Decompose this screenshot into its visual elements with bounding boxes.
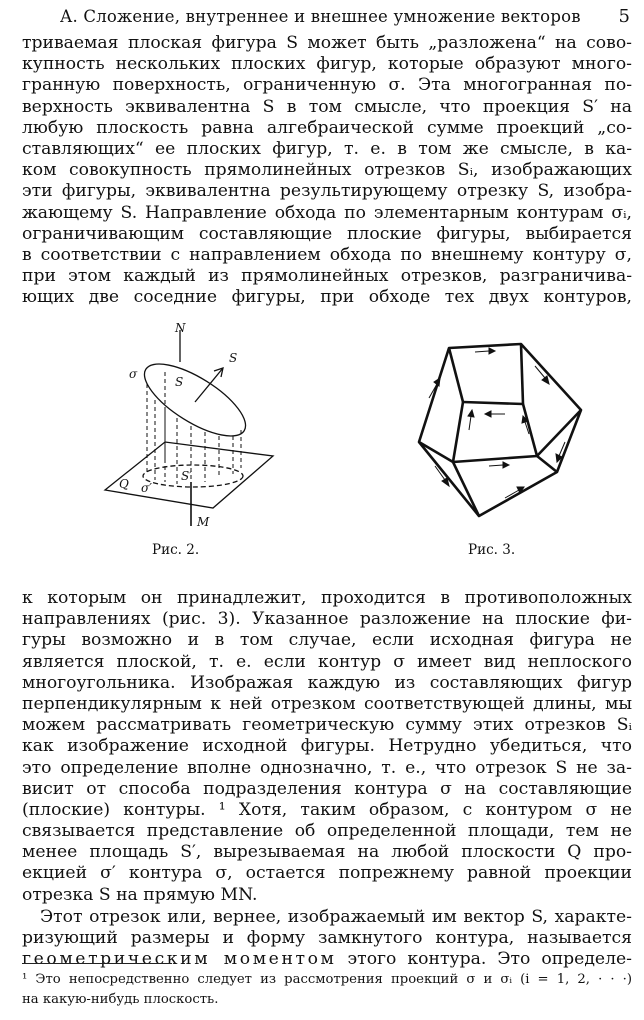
text-line: в соответствии с направлением обхода по внешнему контуру σ, — [22, 244, 632, 265]
text-line: купность нескольких плоских фигур, которые образуют много- — [22, 54, 632, 75]
footnote-line: на какую-нибудь плоскость. — [22, 991, 219, 1007]
label-sigma: σ — [129, 367, 138, 381]
label-s-prime: S′ — [181, 469, 192, 483]
text-line — [22, 949, 632, 970]
text-line: любую плоскость равна алгебраической сумме проекций „со- — [22, 117, 632, 138]
label-n: N — [175, 322, 186, 335]
text-line: ставляющих“ ее плоских фигур, т. е. в том же смысле, в ка- — [22, 138, 632, 159]
text-line: направлениях (рис. 3). Указанное разложение на плоские фи- — [22, 609, 632, 630]
header-title: А. Сложение, внутреннее и внешнее умножение векторов — [59, 7, 581, 26]
text-line: гранную поверхность, ограниченную σ. Эта многогранная по- — [22, 75, 632, 96]
figure-3-caption: Рис. 3. — [468, 542, 516, 558]
dodecahedron-outline — [419, 344, 581, 516]
figure-2-diagram — [95, 322, 285, 532]
text-line: менее площадь S′, вырезываемая на любой плоскости Q про- — [22, 842, 632, 863]
paragraph-1 — [22, 33, 632, 308]
text-line: висит от способа подразделения контура σ на составляющие — [22, 778, 632, 799]
text-line: ограничивающим составляющие плоские фигуры, выбирается — [22, 223, 632, 244]
text-line: связывается представление об определенной площади, тем не — [22, 821, 632, 842]
label-s-vector: S — [229, 351, 238, 365]
page-number: 5 — [618, 6, 630, 27]
term-geometric-moment: геометрическим моментом — [22, 949, 337, 970]
text-line: Этот отрезок или, вернее, изображаемый им вектор S, характе- — [40, 907, 632, 927]
text-line: ющих две соседние фигуры, при обходе тех двух контуров, — [22, 287, 632, 308]
figure-2-caption: Рис. 2. — [152, 542, 200, 558]
text-line: как изображение исходной фигуры. Нетрудно убедиться, что — [22, 736, 632, 757]
text-line: к которым он принадлежит, проходится в противоположных — [22, 588, 632, 608]
text-line: это определение вполне однозначно, т. е., что отрезок S не за- — [22, 757, 632, 778]
text-line: екцией σ′ контура σ, остается попрежнему равной проекции — [22, 863, 632, 884]
footnote — [22, 970, 632, 1009]
text-line: можем рассматривать геометрическую сумму этих отрезков Sᵢ — [22, 715, 632, 736]
text-line: является плоской, т. е. если контур σ имеет вид неплоского — [22, 651, 632, 672]
paragraph-2 — [22, 588, 632, 906]
text-line: ризующий размеры и форму замкнутого контура, называется — [22, 928, 632, 949]
paragraph-3 — [22, 907, 632, 971]
text-line: эти фигуры, эквивалентна результирующему отрезку S, изобра- — [22, 181, 632, 202]
footnote-rule — [22, 963, 172, 964]
label-sigma-prime: σ′ — [141, 481, 152, 495]
text-line: триваемая плоская фигура S может быть „разложена“ на сово- — [22, 33, 632, 53]
figures-row — [0, 316, 644, 576]
label-m: M — [197, 515, 210, 529]
text-fragment: этого контура. Это определе- — [336, 949, 632, 970]
running-header — [22, 6, 630, 32]
figure-3-diagram — [405, 338, 595, 520]
text-line: многоугольника. Изображая каждую из составляющих фигур — [22, 672, 632, 693]
text-line: жающему S. Направление обхода по элементарным контурам σᵢ, — [22, 202, 632, 223]
text-line: (плоские) контуры. ¹ Хотя, таким образом, с контуром σ не — [22, 799, 632, 820]
text-line: отрезка S на прямую MN. — [22, 884, 258, 905]
text-line: ком совокупность прямолинейных отрезков Sᵢ, изображающих — [22, 160, 632, 181]
text-line: при этом каждый из прямолинейных отрезков, разграничива- — [22, 266, 632, 287]
projection-s-prime — [143, 465, 243, 487]
surface-s — [134, 351, 256, 450]
label-s-top: S — [175, 375, 184, 389]
text-line: верхность эквивалентна S в том смысле, что проекция S′ на — [22, 96, 632, 117]
text-line: гуры возможно и в том случае, если исходная фигура не — [22, 630, 632, 651]
label-q: Q — [119, 477, 129, 491]
text-line: перпендикулярным к ней отрезком соответствующей длины, мы — [22, 693, 632, 714]
footnote-line: ¹ Это непосредственно следует из рассмотрения проекций σ и σᵢ (i = 1, 2, · · ·) — [22, 972, 632, 987]
